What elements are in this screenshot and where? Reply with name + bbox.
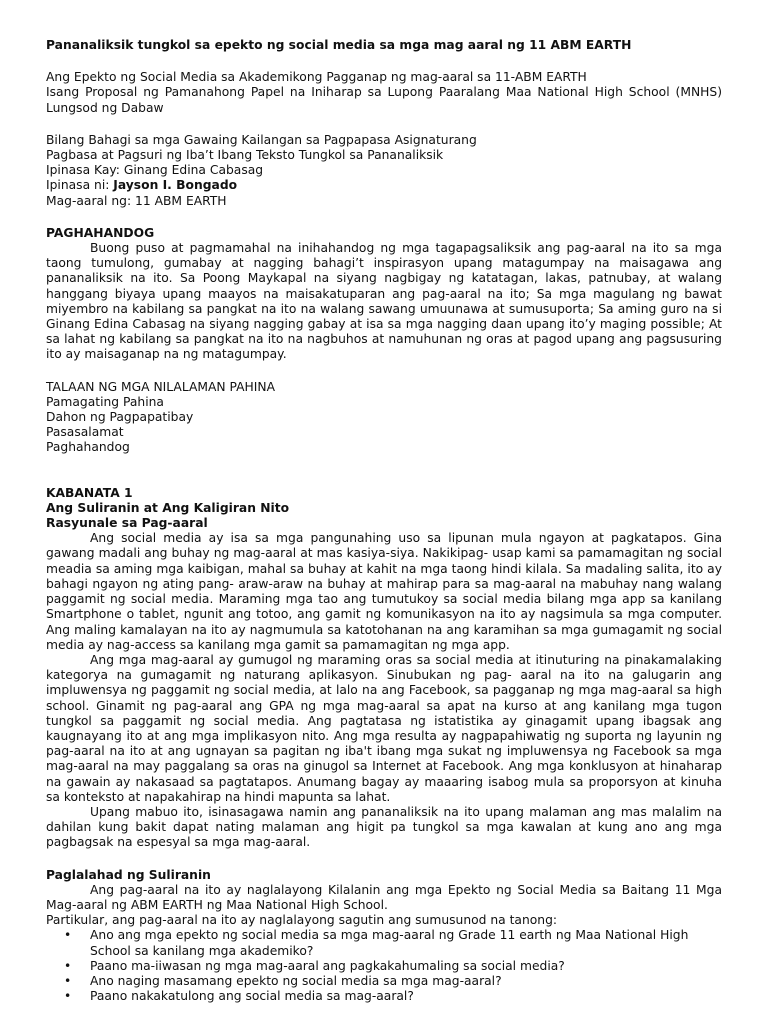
rationale-paragraph: Ang social media ay isa sa mga pangunahing uso sa lipunan mula ngayon at pagkatapos. Gina gawang madali ang buhay ng mag-aaral at mas kasiya-siya. Nakikipag- usap kami sa pamamagitan ng social meadia sa aming mga kaibigan, mahal sa buhay at kahit na mga taong hindi kilala. Sa madaling salita, ito ay bahagi ngayon ng ating pang- araw-araw na buhay at mahirap para sa mag-aaral na mabuhay nang walang paggamit ng social media. Maraming mga tao ang tumutukoy sa social media bilang mga app sa kanilang Smartphone o tablet, ngunit ang totoo, ang gamit ng komunikasyon na ito ay nagsimula sa mga computer. Ang maling kamalayan na ito ay nagmumula sa katotohanan na ang karamihan sa mga gumagamit ng social media ay nag-access sa kanilang mga gamit sa pamamagitan ng mga app. xyxy=(46,531,722,652)
submitted-to: Ipinasa Kay: Ginang Edina Cabasag xyxy=(46,163,264,178)
submitted-by-label: Ipinasa ni: xyxy=(46,178,114,193)
dedication-body: Buong puso at pagmamahal na inihahandog ng mga tagapagsaliksik ang pag-aaral na ito sa mga taong tumulong, gumabay at nagging bahagi’t inspirasyon upang matagumpay na maisagawa ang pananaliksik na ito. Sa Poong Maykapal na siyang nagbigay ng katatagan, lakas, patnubay, at walang hanggang biyaya upang maayos na maisakatuparan ang pag-aaral na ito; Sa mga magulang ng bawat miyembro na kabilang sa pangkat na ito na walang sawang umuunawa at sumusuporta; Sa aming guro na si Ginang Edina Cabasag na siyang nagging gabay at isa sa mga nagging daan upang ito’y maging possible; At sa lahat ng kabilang sa pangkat na ito na nagbuhos at namuhunan ng oras at pagod upang ang pagsusuring ito ay maisaganap na ng matagumpay. xyxy=(46,241,722,362)
question-item: • Paano nakakatulong ang social media sa mag-aaral? xyxy=(90,989,722,1004)
toc-item: Pamagating Pahina xyxy=(46,394,164,409)
question-item: • Ano naging masamang epekto ng social media sa mga mag-aaral? xyxy=(90,974,722,989)
rationale-paragraph: Upang mabuo ito, isinasagawa namin ang pananaliksik na ito upang malaman ang mas malalim na dahilan kung bakit dapat nating malaman ang higit pa tungkol sa mga kawalan at kung ano ang mga pagbagsak na espesyal sa mga mag-aaral. xyxy=(46,804,722,850)
requirement-line-1: Bilang Bahagi sa mga Gawaing Kailangan sa Pagpapasa Asignaturang xyxy=(46,132,477,147)
toc-item: Dahon ng Pagpapatibay xyxy=(46,410,194,425)
questions-intro: Partikular, ang pag-aaral na ito ay naglalayong sagutin ang sumusunod na tanong: xyxy=(46,913,558,928)
cover-line-1: Ang Epekto ng Social Media sa Akademikong Pagganap ng mag-aaral sa 11-ABM EARTH xyxy=(46,70,587,85)
toc-item: Pasasalamat xyxy=(46,425,124,440)
toc-heading: TALAAN NG MGA NILALAMAN PAHINA xyxy=(46,379,276,394)
chapter-label: KABANATA 1 xyxy=(46,485,133,500)
submitted-by-name: Jayson I. Bongado xyxy=(113,178,238,193)
rationale-heading: Rasyunale sa Pag-aaral xyxy=(46,516,208,531)
question-item: • Ano ang mga epekto ng social media sa mga mag-aaral ng Grade 11 earth ng Maa National High School sa kanilang mga akademiko? xyxy=(90,928,722,958)
document-title: Pananaliksik tungkol sa epekto ng social media sa mga mag aaral ng 11 ABM EARTH xyxy=(46,38,632,52)
requirement-line-2: Pagbasa at Pagsuri ng Iba’t Ibang Teksto Tungkol sa Pananaliksik xyxy=(46,148,444,163)
submitted-by xyxy=(46,178,722,193)
rationale-paragraph: Ang mga mag-aaral ay gumugol ng maraming oras sa social media at itinuturing na pinakamalaking kategorya na gumagamit ng naturang aplikasyon. Sinubukan ng pag- aaral na ito na galugarin ang impluwensya ng paggamit ng social media, at lalo na ang Facebook, sa pagganap ng mga mag-aaral sa high school. Ginamit ng pag-aaral ang GPA ng mga mag-aaral sa apat na kurso at ang kanilang mga tugon tungkol sa paggamit ng social media. Ang pagtatasa ng istatistika ay ginagamit upang ibagsak ang kaugnayang ito at ang mga implikasyon nito. Ang mga resulta ay nagpapahiwatig ng suporta ng layunin ng pag-aaral na ito at ang ugnayan sa pagitan ng iba't ibang mga sukat ng impluwensya ng Facebook sa mga mag-aaral na may paggalang sa oras na ginugol sa Internet at Facebook. Ang mga konklusyon at hinaharap na gawain ay nakasaad sa pagtatapos. Anumang bagay ay maaaring isabog mula sa proporsyon at kinuha sa konteksto at napakahirap na hindi mapunta sa lahat. xyxy=(46,652,722,804)
questions-list xyxy=(46,928,722,1004)
problem-heading: Paglalahad ng Suliranin xyxy=(46,867,211,882)
question-item: • Paano ma-iiwasan ng mga mag-aaral ang pagkakahumaling sa social media? xyxy=(90,959,722,974)
dedication-heading: PAGHAHANDOG xyxy=(46,225,155,240)
cover-line-2: Isang Proposal ng Pamanahong Papel na Iniharap sa Lupong Paaralang Maa National High School (MNHS) Lungsod ng Dabaw xyxy=(46,85,722,115)
toc-item: Paghahandog xyxy=(46,440,130,455)
student-of: Mag-aaral ng: 11 ABM EARTH xyxy=(46,193,227,208)
document-body xyxy=(46,38,722,1004)
problem-intro: Ang pag-aaral na ito ay naglalayong Kilalanin ang mga Epekto ng Social Media sa Baitang 11 Mga Mag-aaral ng ABM EARTH ng Maa National High School. xyxy=(46,882,722,912)
chapter-title: Ang Suliranin at Ang Kaligiran Nito xyxy=(46,500,290,515)
